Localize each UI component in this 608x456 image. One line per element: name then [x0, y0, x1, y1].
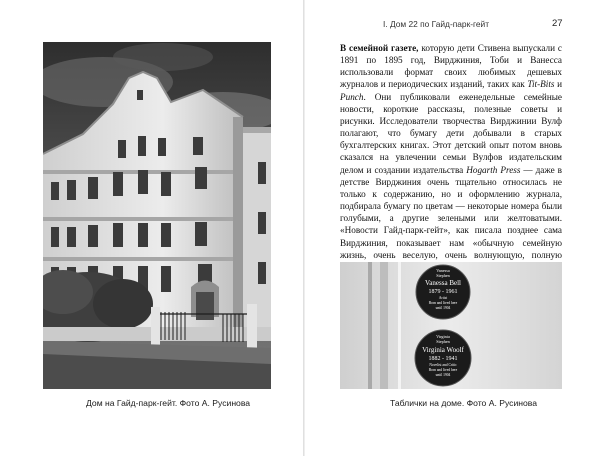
title-punch: Punch: [340, 91, 364, 102]
plaque-top-line1: Vanessa: [436, 268, 450, 273]
plaque-bottom-line6: Born and lived here: [428, 368, 458, 372]
title-hogarth-press: Hogarth Press: [466, 164, 521, 175]
book-gutter: [303, 0, 305, 456]
plaque-bottom-line1: Virginia: [436, 334, 450, 339]
text-fragment: и: [554, 79, 562, 90]
running-head: I. Дом 22 по Гайд-парк-гейт: [383, 19, 490, 29]
plaque-top-name: Vanessa Bell: [425, 279, 461, 287]
lead-phrase: В семейной газете,: [340, 43, 419, 53]
text-fragment: . Они публиковали еженедельные семейные новости, короткие рассказы, полезные советы и рисунки. Исследователи творчества Вирджинии Вулф полагают, что бумагу дети добывали в старых бухгалтерских книгах. Этот детский опыт потом вновь сказался на увлечении семьи Вулфов издательским делом и создании издательства: [340, 91, 562, 175]
plaque-bottom-name: Virginia Woolf: [422, 346, 464, 354]
right-photo-caption: Таблички на доме. Фото А. Русинова: [390, 398, 538, 408]
building-photo: [43, 42, 271, 389]
plaque-top-years: 1879 - 1961: [428, 289, 458, 295]
plaque-top-role: Artist: [438, 296, 448, 300]
plaque-bottom-line7: until 1904: [435, 373, 451, 377]
text-fragment: которую дети Стивена выпускали с 1891 по 1895 год, Вирджиния, Тоби и Ванесса использовали формат своих любимых дешевых журналов и периодических изданий, таких как: [340, 43, 563, 90]
plaque-top-line2: Stephen: [436, 273, 450, 278]
body-paragraph: [340, 42, 562, 273]
left-photo-caption: Дом на Гайд-парк-гейт. Фото А. Русинова: [86, 398, 251, 408]
plaque-bottom-years: 1882 - 1941: [428, 356, 458, 362]
plaque-top-line6: Born and lived here: [428, 301, 458, 305]
plaque-top-line7: until 1904: [435, 306, 451, 310]
page-number: 27: [552, 18, 563, 29]
title-tit-bits: Tit-Bits: [527, 79, 555, 90]
plaque-bottom-line2: Stephen: [436, 339, 450, 344]
plaque-bottom-role: Novelist and Critic: [429, 363, 457, 367]
text-fragment: — даже в детстве Вирджиния очень тщательно относилась не только к содержанию, но и оформлению журнала, подбирала бумагу по цветам — некоторые номера были голубыми, а другие зелеными или желтоватыми. «Новости Гайд-парк-гейт», как писала позднее сама Вирджиния, показывает нам «обычную семейную жизнь, очень веселую, очень волнующую, полную: [340, 164, 562, 260]
plaques-photo: [340, 262, 562, 389]
